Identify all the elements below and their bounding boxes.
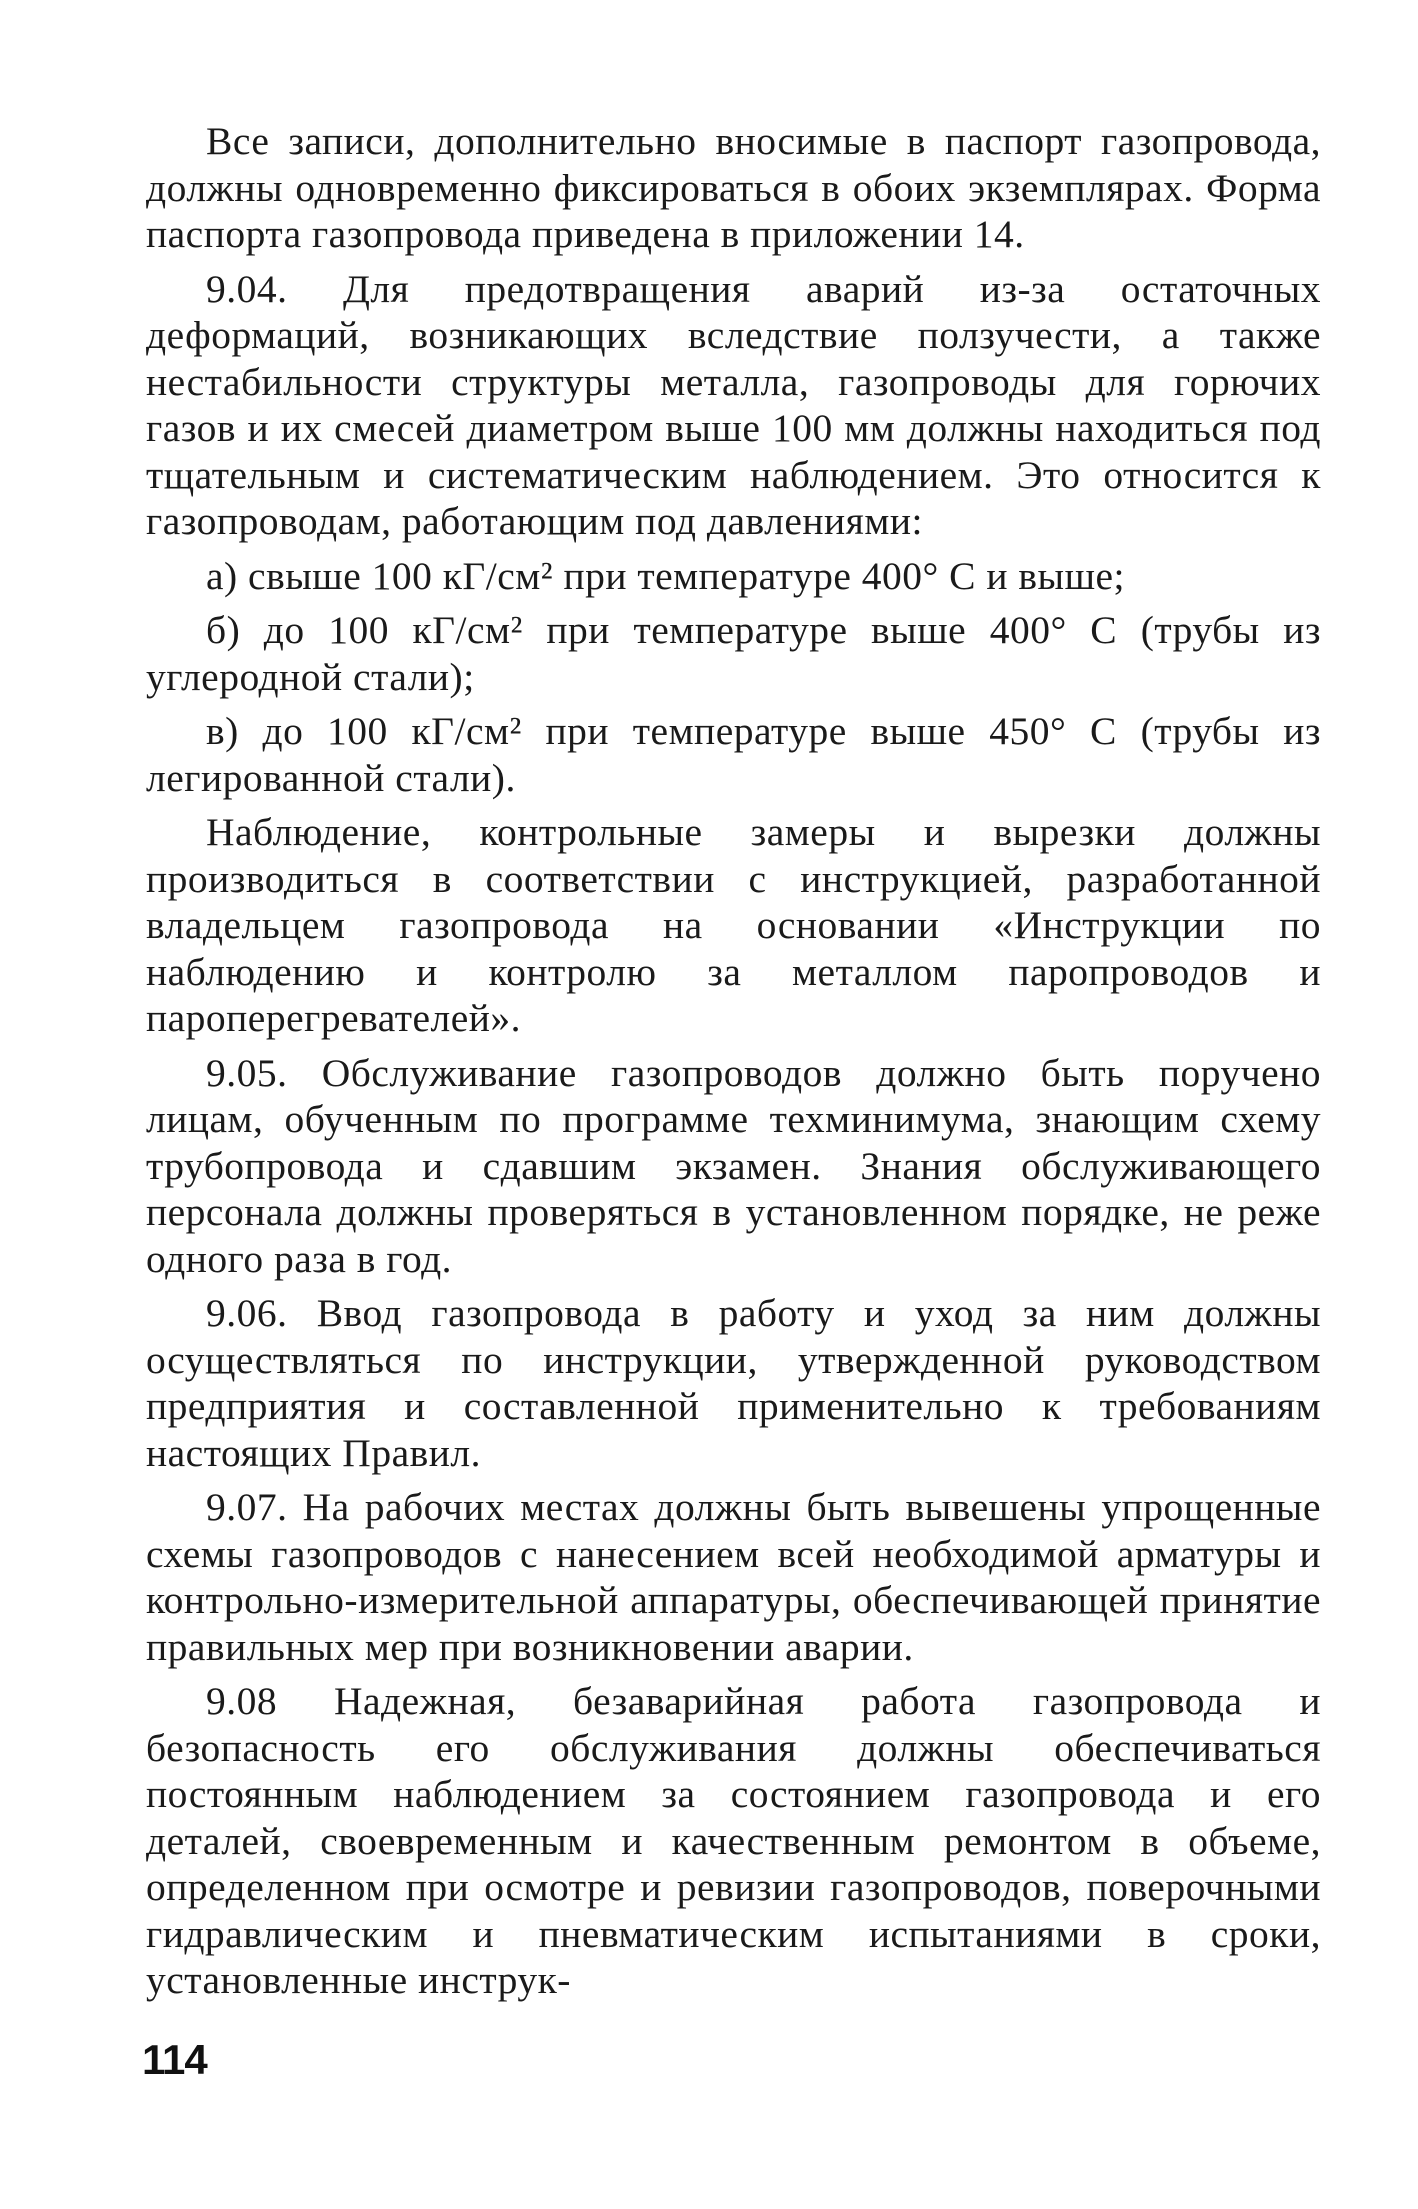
paragraph-passport-records: Все записи, дополнительно вносимые в паспорт газопровода, должны одновременно фиксироваться в обоих экземплярах. Форма паспорта газопровода приведена в приложении 14. [146,119,1321,256]
page-body [146,118,1321,2012]
list-item-b: б) до 100 кГ/см² при температуре выше 400° С (трубы из углеродной стали); [146,608,1321,699]
paragraph-9-07: 9.07. На рабочих местах должны быть вывешены упрощенные схемы газопроводов с нанесением всей необходимой арматуры и контрольно-измерительной аппаратуры, обеспечивающей принятие правильных мер при возникновении аварии. [146,1485,1321,1669]
list-item-a: а) свыше 100 кГ/см² при температуре 400° С и выше; [206,553,1126,598]
paragraph-9-08: 9.08 Надежная, безаварийная работа газопровода и безопасность его обслуживания должны обеспечиваться постоянным наблюдением за состоянием газопровода и его деталей, своевременным и качественным ремонтом в объеме, определенном при осмотре и ревизии газопроводов, поверочными гидравлическим и пневматическим испытаниями в сроки, установленные инструк- [146,1679,1321,2002]
paragraph-9-05: 9.05. Обслуживание газопроводов должно быть поручено лицам, обученным по программе техминимума, знающим схему трубопровода и сдавшим экзамен. Знания обслуживающего персонала должны проверяться в установленном порядке, не реже одного раза в год. [146,1050,1321,1281]
paragraph-observation: Наблюдение, контрольные замеры и вырезки должны производиться в соответствии с инструкцией, разработанной владельцем газопровода на основании «Инструкции по наблюдению и контролю за металлом паропроводов и пароперегревателей». [146,810,1321,1040]
page-number: 114 [142,2036,207,2083]
paragraph-9-06: 9.06. Ввод газопровода в работу и уход за ним должны осуществляться по инструкции, утвержденной руководством предприятия и составленной применительно к требованиям настоящих Правил. [146,1291,1321,1475]
list-item-v: в) до 100 кГ/см² при температуре выше 450° С (трубы из легированной стали). [146,709,1321,800]
paragraph-9-04: 9.04. Для предотвращения аварий из-за остаточных деформаций, возникающих вследствие ползучести, а также нестабильности структуры металла, газопроводы для горючих газов и их смесей диаметром выше 100 мм должны находиться под тщательным и систематическим наблюдением. Это относится к газопроводам, работающим под давлениями: [146,266,1321,543]
